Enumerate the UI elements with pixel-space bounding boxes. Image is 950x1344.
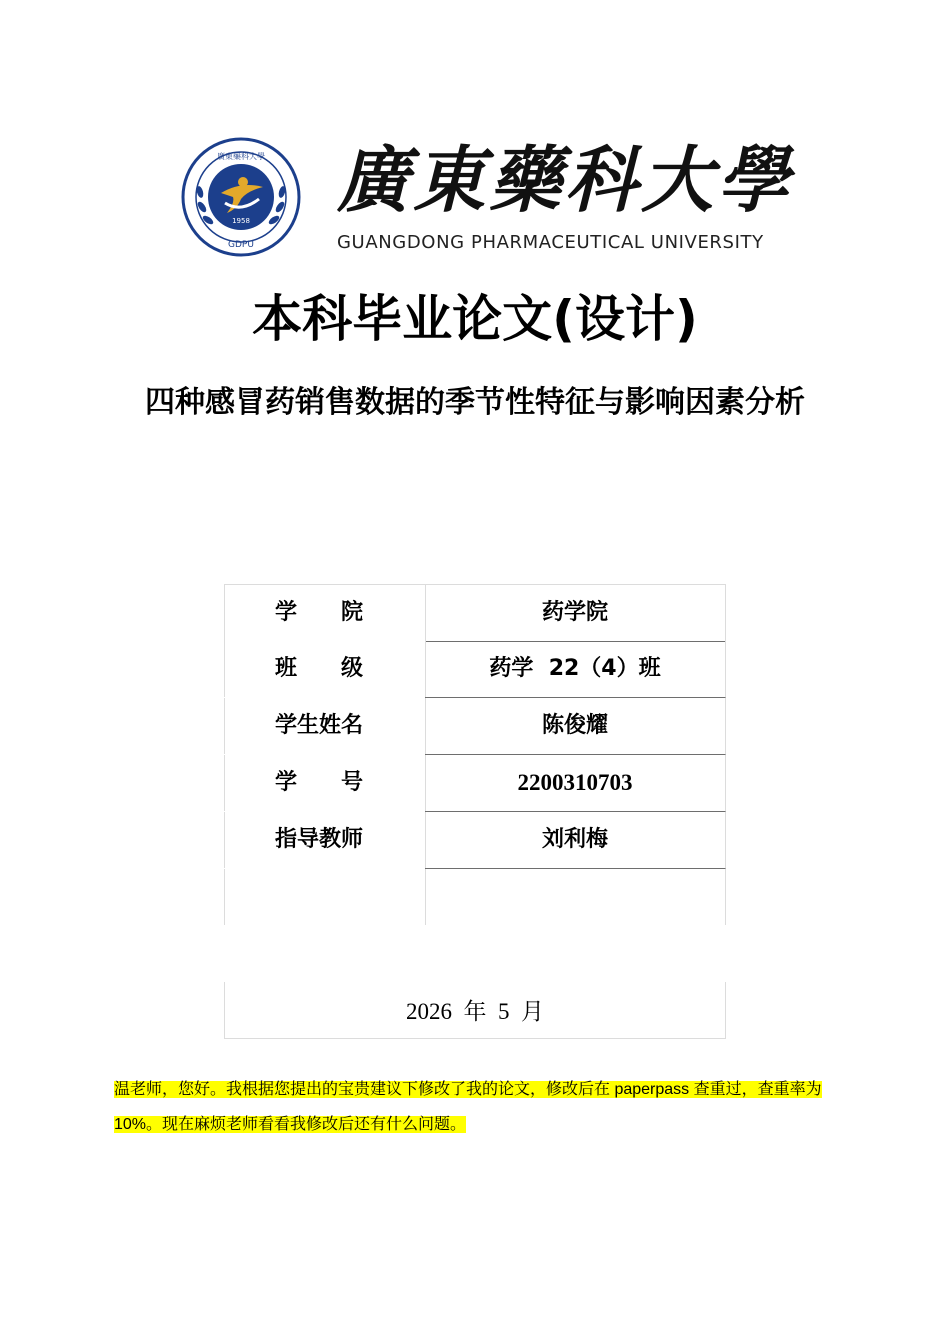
student-name-value: 陈俊耀 <box>541 713 608 738</box>
info-label-cell <box>224 698 426 754</box>
svg-text:1958: 1958 <box>232 217 250 225</box>
info-row-advisor <box>224 812 726 869</box>
student-name-label: 学生姓名 <box>275 713 364 738</box>
info-row-empty <box>224 869 726 926</box>
info-value-cell <box>425 698 726 755</box>
info-label-cell <box>224 812 426 868</box>
info-label-cell <box>224 584 426 641</box>
student-id-value: 2200310703 <box>517 770 633 795</box>
advisor-value: 刘利梅 <box>541 827 608 852</box>
info-row-class <box>224 641 726 698</box>
info-value-cell <box>425 812 726 869</box>
university-name-chinese: 廣東藥科大學 <box>337 137 794 222</box>
thesis-title: 四种感冒药销售数据的季节性特征与影响因素分析 <box>145 385 805 420</box>
info-row-student-name <box>224 698 726 755</box>
info-row-student-id <box>224 755 726 812</box>
info-value-cell <box>425 584 726 642</box>
document-title: 本科毕业论文(设计) <box>252 290 698 348</box>
svg-text:GDPU: GDPU <box>228 240 254 250</box>
info-label-cell <box>224 641 426 697</box>
info-value-cell <box>425 641 726 698</box>
note-text: 温老师，您好。我根据您提出的宝贵建议下修改了我的论文，修改后在 paperpass 查重过，查重率为 10%。现在麻烦老师看看我修改后还有什么问题。 <box>114 1081 822 1133</box>
college-label: 学 院 <box>275 600 364 625</box>
advisor-label: 指导教师 <box>275 827 364 852</box>
svg-text:廣東藥科大學: 廣東藥科大學 <box>217 152 265 161</box>
college-value: 药学院 <box>541 600 608 625</box>
info-label-cell <box>224 869 426 925</box>
university-name-english: GUANGDONG PHARMACEUTICAL UNIVERSITY <box>337 232 764 253</box>
info-value-cell <box>425 755 726 812</box>
highlighted-note <box>114 1072 838 1142</box>
university-emblem <box>181 137 301 257</box>
info-value-cell <box>425 869 726 925</box>
info-row-college <box>224 584 726 641</box>
student-id-label: 学 号 <box>275 770 364 795</box>
student-info-table <box>224 584 726 926</box>
info-label-cell <box>224 755 426 811</box>
submission-date: 2026 年 5 月 <box>224 982 726 1039</box>
class-value: 药学 22（4）班 <box>489 656 661 681</box>
class-label: 班 级 <box>275 656 364 681</box>
